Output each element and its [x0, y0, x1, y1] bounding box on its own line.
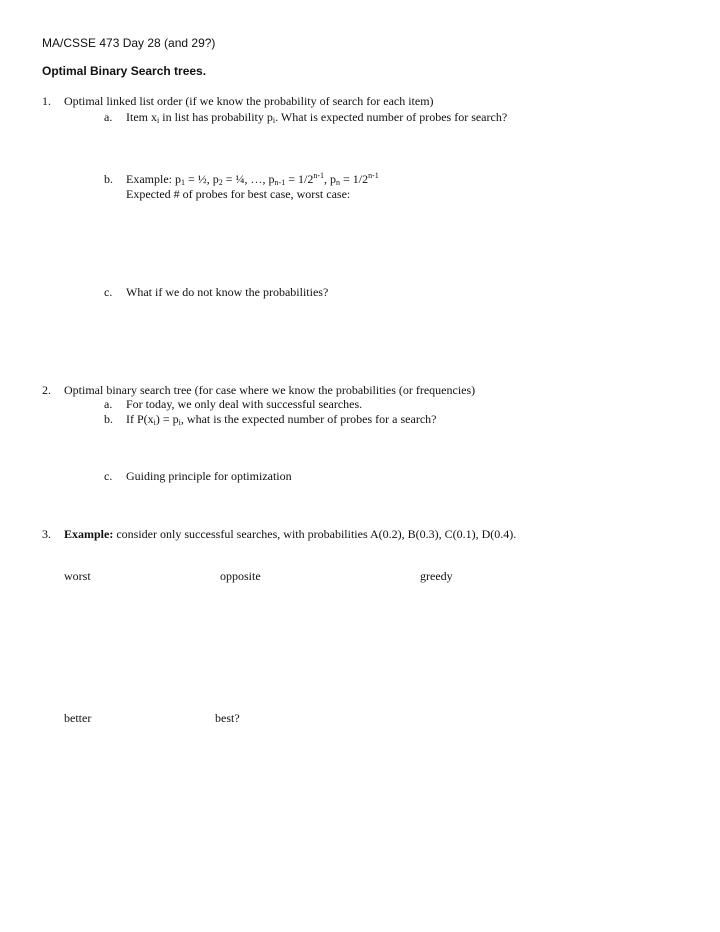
superscript: n-1 — [313, 171, 324, 180]
section-1a-text: . What is expected number of probes for search? — [275, 110, 508, 124]
section-2c-letter: c. — [104, 469, 113, 483]
section-1-text: Optimal linked list order (if we know the probability of search for each item) — [64, 94, 434, 108]
section-1b-text: = ½, p — [184, 172, 219, 186]
section-1b-text: = 1/2 — [340, 172, 369, 186]
label-better: better — [64, 711, 92, 725]
subscript: 2 — [218, 178, 223, 187]
section-1a-text: Item x — [126, 110, 157, 124]
subscript: i — [272, 116, 276, 125]
subscript: n-1 — [274, 178, 286, 187]
subscript: i — [157, 116, 160, 125]
section-2c — [104, 469, 292, 484]
course-header: MA/CSSE 473 Day 28 (and 29?) — [42, 36, 216, 50]
section-2b-text: If P(x — [126, 412, 154, 426]
section-2a-letter: a. — [104, 397, 113, 411]
section-3-heading — [42, 527, 516, 542]
subscript: n — [336, 178, 340, 187]
section-2a — [104, 397, 362, 412]
section-1a-letter: a. — [104, 110, 113, 124]
document-title: Optimal Binary Search trees. — [42, 64, 207, 78]
label-best: best? — [215, 711, 240, 725]
section-1a-text: in list has probability p — [159, 110, 273, 124]
subscript: i — [178, 418, 181, 427]
subscript: i — [153, 418, 156, 427]
section-1c-text: What if we do not know the probabilities? — [126, 285, 329, 299]
section-3-number: 3. — [42, 527, 51, 541]
section-1c-letter: c. — [104, 285, 113, 299]
label-opposite: opposite — [220, 569, 261, 583]
section-1c — [104, 285, 328, 300]
section-2a-text: For today, we only deal with successful searches. — [126, 397, 363, 411]
section-1a — [104, 110, 507, 125]
section-2b-letter: b. — [104, 412, 113, 426]
label-greedy: greedy — [420, 569, 453, 583]
section-1b-text: = ¼, …, p — [222, 172, 275, 186]
section-2-text: Optimal binary search tree (for case where we know the probabilities (or frequencies) — [64, 383, 476, 397]
section-1b-text: = 1/2 — [285, 172, 314, 186]
section-1-heading — [42, 94, 434, 109]
section-1b-line2: Expected # of probes for best case, worst case: — [126, 187, 351, 201]
section-2-number: 2. — [42, 383, 51, 397]
section-2b-text: ) = p — [155, 412, 179, 426]
section-3-text: consider only successful searches, with probabilities A(0.2), B(0.3), C(0.1), D(0.4). — [113, 527, 517, 541]
section-1b-text: Example: p — [126, 172, 181, 186]
section-1b — [104, 172, 379, 187]
subscript: 1 — [180, 178, 185, 187]
section-2c-text: Guiding principle for optimization — [126, 469, 292, 483]
section-1b-text: , p — [324, 172, 336, 186]
section-2b — [104, 412, 436, 427]
section-1-number: 1. — [42, 94, 51, 108]
section-1b-letter: b. — [104, 172, 113, 186]
label-worst: worst — [64, 569, 91, 583]
section-2b-text: , what is the expected number of probes for a search? — [180, 412, 437, 426]
section-2-heading — [42, 383, 475, 398]
section-3-bold-label: Example: — [64, 527, 114, 541]
superscript: n-1 — [368, 171, 379, 180]
